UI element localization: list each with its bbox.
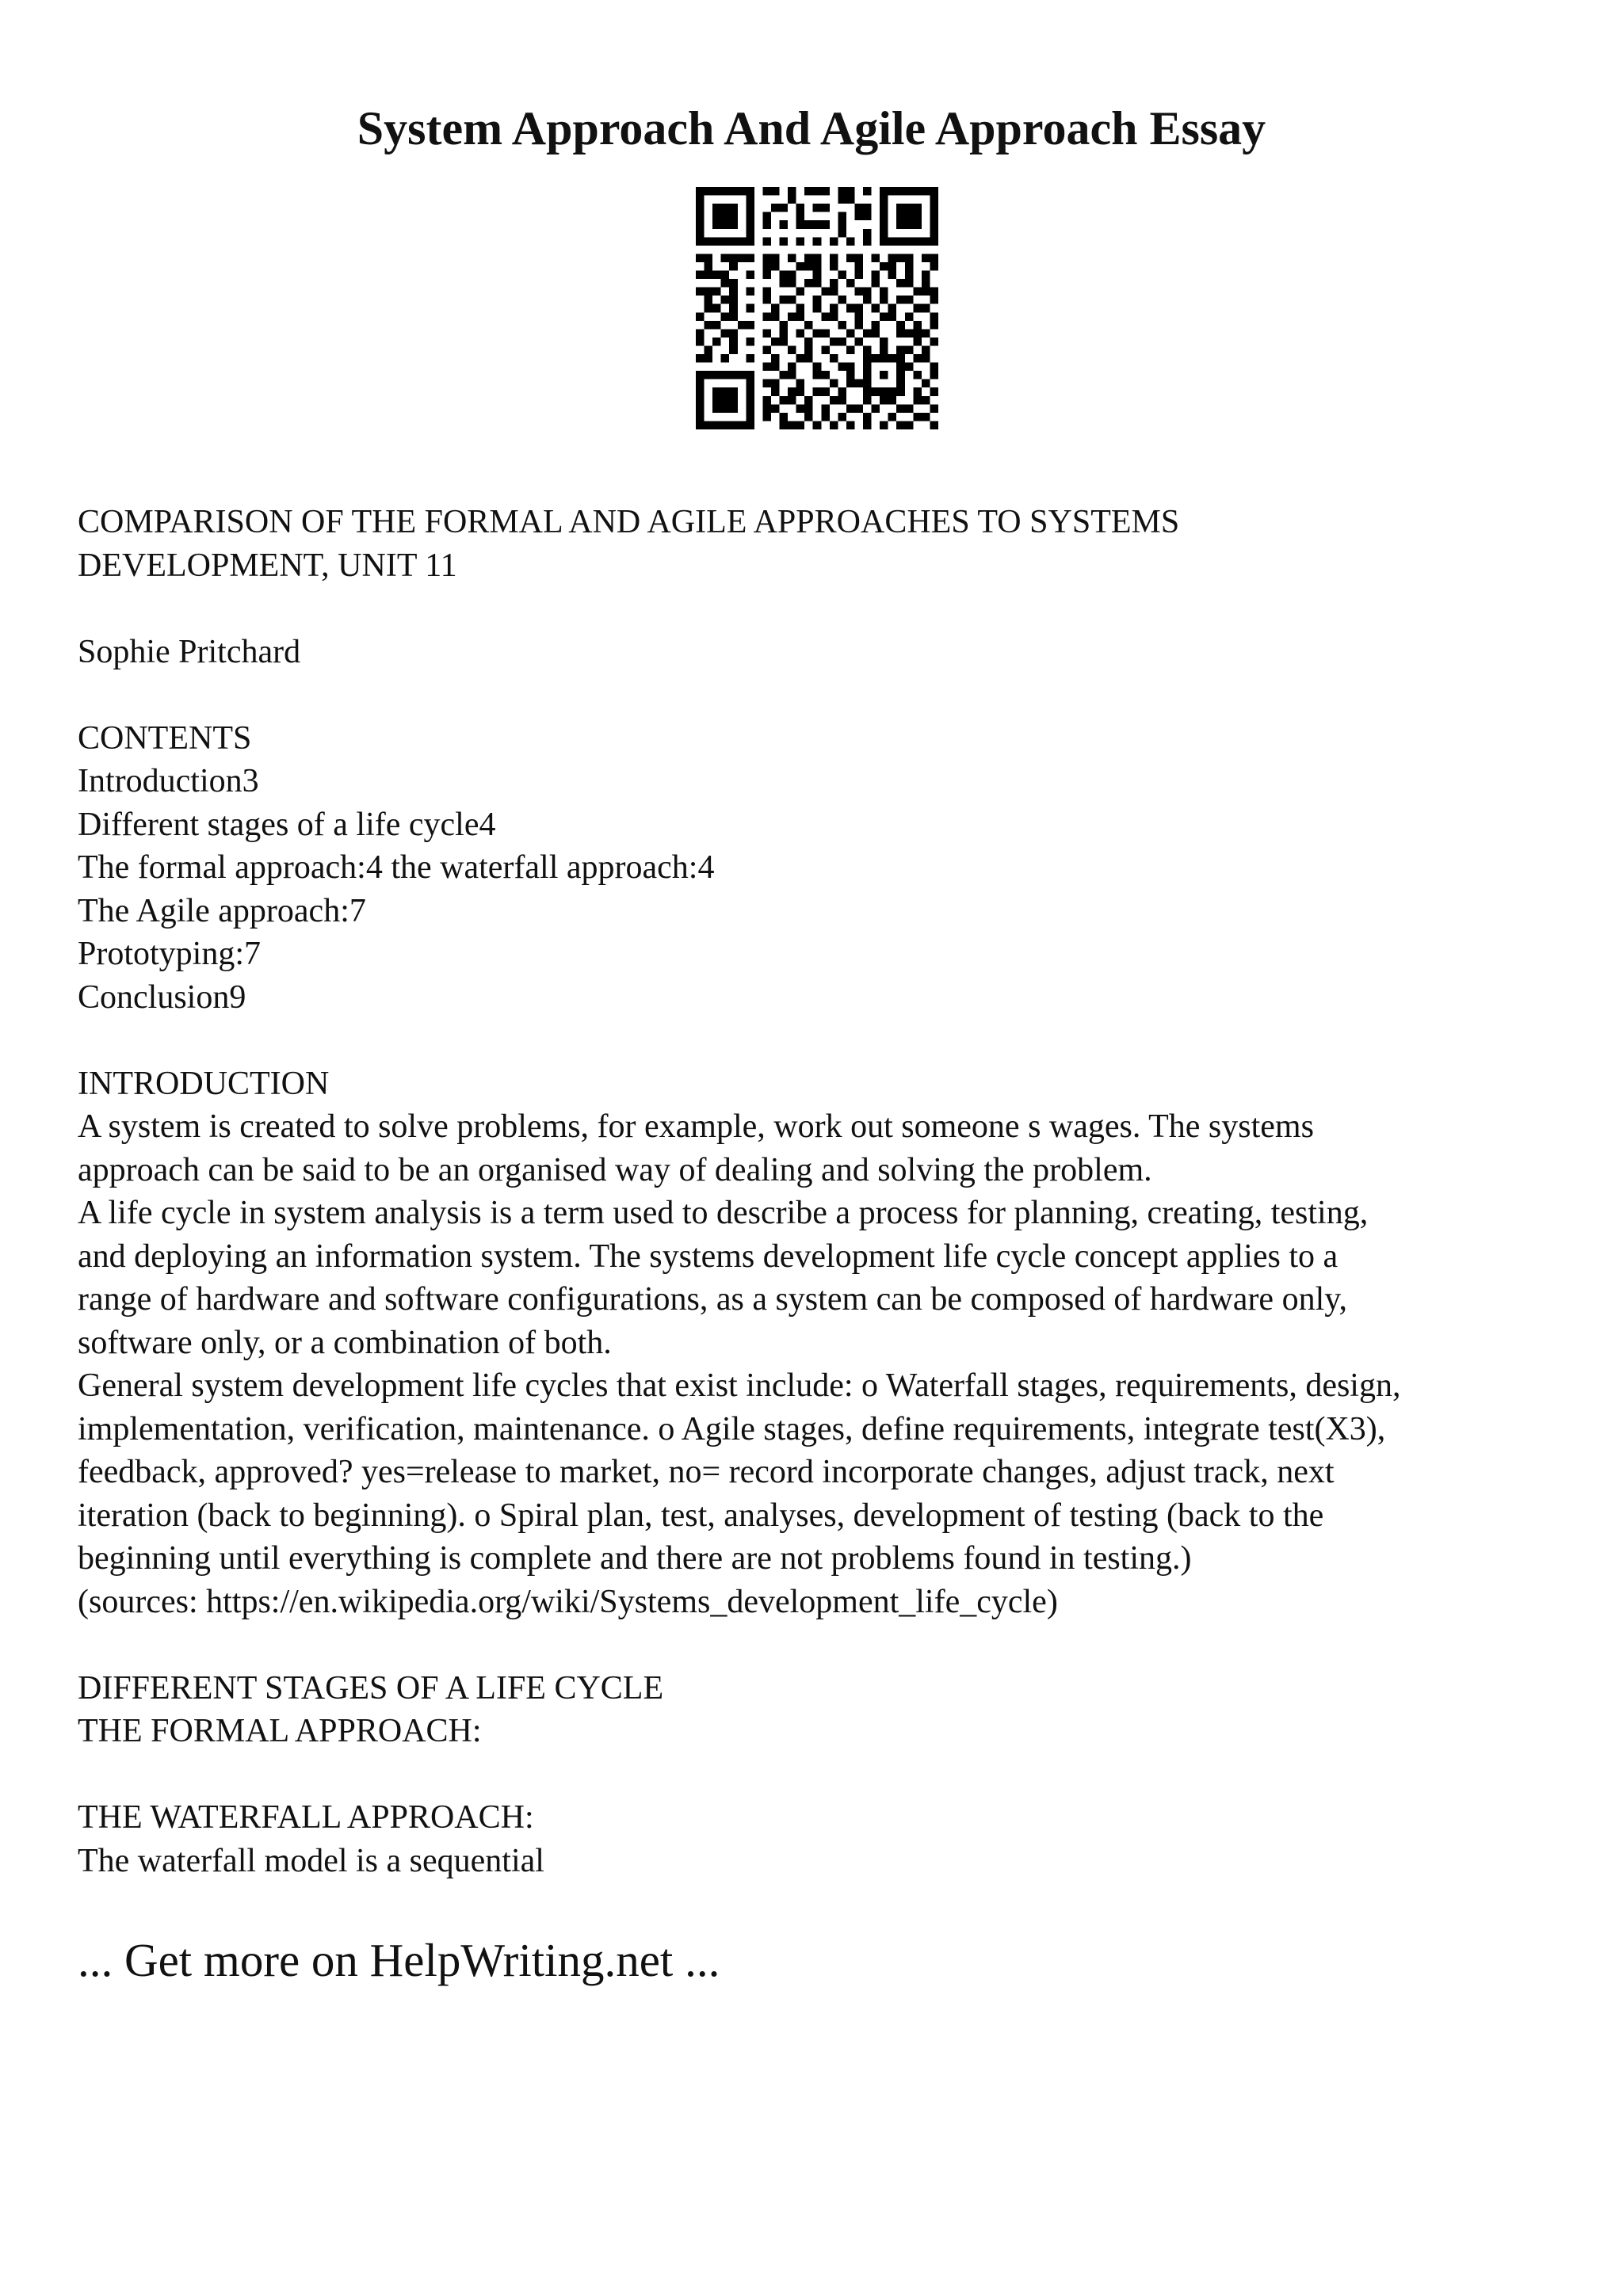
get-more-link[interactable]: ... Get more on HelpWriting.net ... bbox=[78, 1934, 720, 1986]
formal-approach-heading: THE FORMAL APPROACH: bbox=[78, 1713, 482, 1749]
essay-heading-line: DEVELOPMENT, UNIT 11 bbox=[78, 547, 457, 584]
introduction-line: A system is created to solve problems, for example, work out someone s wages. The systems bbox=[78, 1108, 1314, 1145]
stages-heading: DIFFERENT STAGES OF A LIFE CYCLE bbox=[78, 1669, 664, 1707]
introduction-line: approach can be said to be an organised way of dealing and solving the problem. bbox=[78, 1151, 1152, 1188]
introduction-line: feedback, approved? yes=release to market, no= record incorporate changes, adjust track, next bbox=[78, 1454, 1335, 1490]
introduction-line: beginning until everything is complete and there are not problems found in testing.) bbox=[78, 1540, 1192, 1577]
introduction-line: range of hardware and software configurations, as a system can be composed of hardware only, bbox=[78, 1281, 1348, 1318]
introduction-line: (sources: https://en.wikipedia.org/wiki/Systems_development_life_cycle) bbox=[78, 1583, 1058, 1620]
introduction-line: iteration (back to beginning). o Spiral plan, test, analyses, development of testing (back to the bbox=[78, 1497, 1324, 1534]
introduction-line: General system development life cycles that exist include: o Waterfall stages, requirements, design, bbox=[78, 1367, 1401, 1404]
qr-code[interactable] bbox=[696, 187, 938, 429]
introduction-line: A life cycle in system analysis is a term used to describe a process for planning, creating, testing, bbox=[78, 1195, 1369, 1231]
essay-body bbox=[78, 501, 1583, 1882]
author-name: Sophie Pritchard bbox=[78, 633, 301, 670]
contents-item: Different stages of a life cycle4 bbox=[78, 806, 496, 843]
essay-heading-line: COMPARISON OF THE FORMAL AND AGILE APPROACHES TO SYSTEMS bbox=[78, 504, 1180, 540]
document-title: System Approach And Agile Approach Essay bbox=[357, 102, 1266, 154]
waterfall-heading: THE WATERFALL APPROACH: bbox=[78, 1799, 534, 1836]
introduction-line: implementation, verification, maintenance. o Agile stages, define requirements, integrate test(X3), bbox=[78, 1410, 1386, 1447]
contents-heading: CONTENTS bbox=[78, 719, 252, 757]
introduction-line: and deploying an information system. The systems development life cycle concept applies to a bbox=[78, 1238, 1338, 1275]
contents-item: Prototyping:7 bbox=[78, 936, 262, 972]
introduction-heading: INTRODUCTION bbox=[78, 1065, 330, 1102]
contents-item: The Agile approach:7 bbox=[78, 892, 366, 929]
contents-item: The formal approach:4 the waterfall approach:4 bbox=[78, 849, 715, 886]
contents-item: Conclusion9 bbox=[78, 978, 246, 1016]
introduction-line: software only, or a combination of both. bbox=[78, 1324, 612, 1361]
contents-item: Introduction3 bbox=[78, 763, 259, 799]
waterfall-text: The waterfall model is a sequential bbox=[78, 1842, 544, 1879]
